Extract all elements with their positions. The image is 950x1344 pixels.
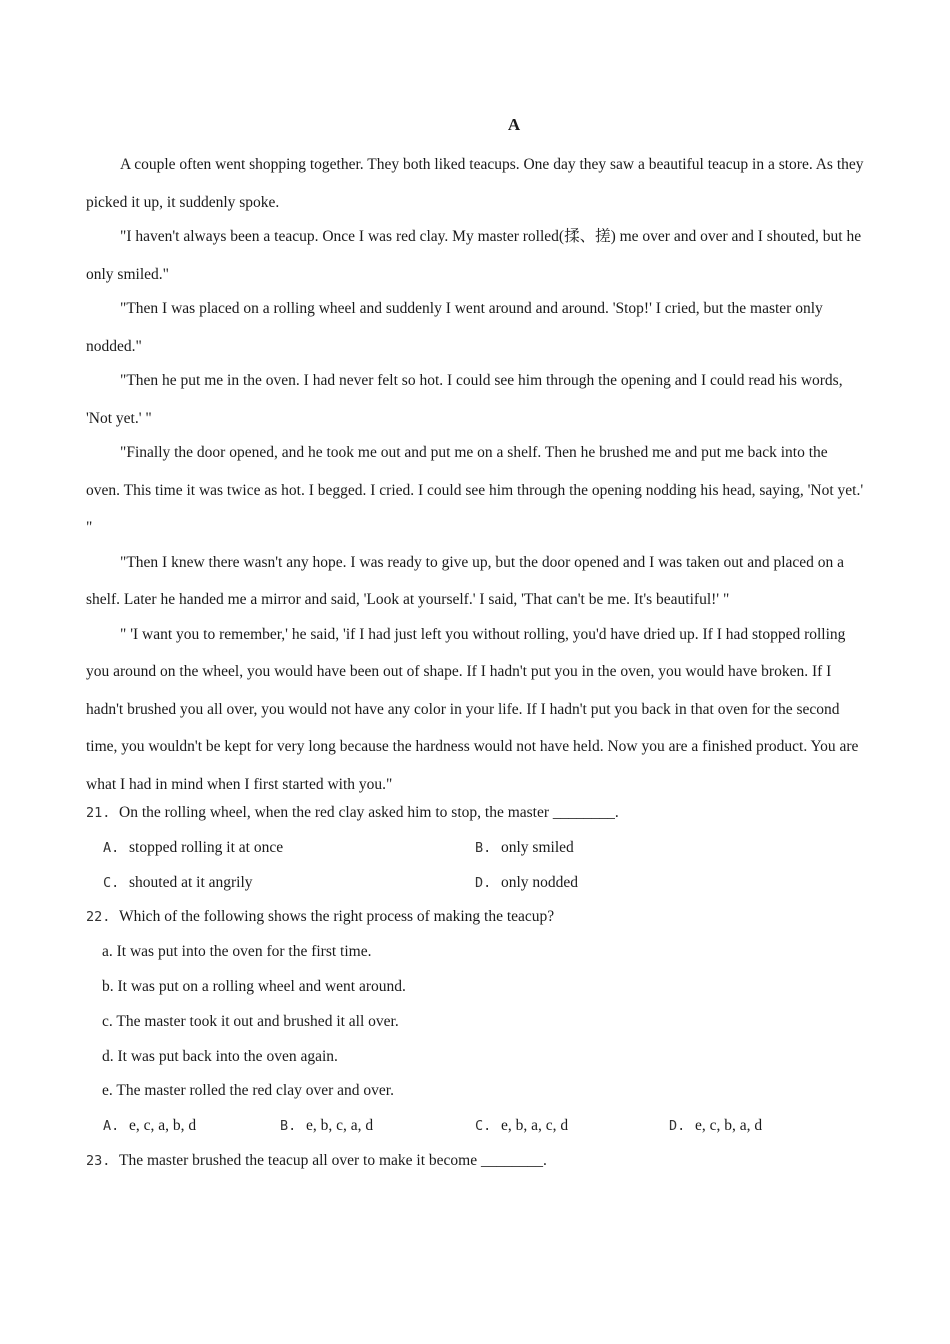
option-d[interactable] bbox=[669, 1112, 762, 1140]
question-stem: On the rolling wheel, when the red clay asked him to stop, the master ________. bbox=[119, 804, 619, 821]
passage-paragraph: "Then I was placed on a rolling wheel and suddenly I went around and around. 'Stop!' I cried, but the master only nodded." bbox=[86, 300, 823, 355]
passage-paragraph: "Then he put me in the oven. I had never felt so hot. I could see him through the opening and I could read his words, 'Not yet.' " bbox=[86, 372, 843, 427]
reading-passage bbox=[86, 146, 864, 803]
passage-paragraph: "Finally the door opened, and he took me out and put me on a shelf. Then he brushed me and put me back into the oven. This time it was twice as hot. I begged. I cried. I could see him through the opening nodding his head, saying, 'Not yet.' " bbox=[86, 444, 864, 536]
option-letter: A. bbox=[103, 839, 120, 856]
question-number: 23. bbox=[86, 1152, 111, 1169]
option-text: only nodded bbox=[501, 873, 579, 891]
option-c[interactable] bbox=[475, 1112, 568, 1140]
process-step: c. The master took it out and brushed it all over. bbox=[102, 1012, 399, 1030]
option-d[interactable] bbox=[475, 869, 578, 897]
option-text: stopped rolling it at once bbox=[129, 838, 284, 856]
option-row bbox=[86, 834, 864, 869]
option-letter: A. bbox=[103, 1118, 120, 1135]
question-stem: The master brushed the teacup all over to make it become ________. bbox=[119, 1151, 547, 1169]
passage-paragraph: "Then I knew there wasn't any hope. I was ready to give up, but the door opened and I was taken out and placed on a shelf. Later he handed me a mirror and said, 'Look at yourself.' I said, 'That can't be me. It's beautiful!' " bbox=[86, 553, 845, 608]
option-text: e, c, a, b, d bbox=[129, 1117, 197, 1135]
option-letter: D. bbox=[475, 874, 492, 891]
section-title: A bbox=[507, 115, 521, 134]
question-23 bbox=[86, 1147, 864, 1182]
process-step: e. The master rolled the red clay over and over. bbox=[102, 1082, 394, 1100]
option-letter: D. bbox=[669, 1118, 686, 1135]
option-letter: C. bbox=[475, 1118, 492, 1135]
option-letter: B. bbox=[475, 839, 492, 856]
question-number: 21. bbox=[86, 805, 111, 821]
option-b[interactable] bbox=[280, 1112, 373, 1140]
option-text: e, c, b, a, d bbox=[695, 1117, 763, 1135]
option-c[interactable] bbox=[103, 869, 253, 897]
question-list bbox=[86, 799, 864, 1182]
process-step: b. It was put on a rolling wheel and went around. bbox=[102, 977, 406, 995]
option-text: e, b, c, a, d bbox=[306, 1117, 374, 1135]
option-row bbox=[86, 869, 864, 904]
process-step: d. It was put back into the oven again. bbox=[102, 1047, 338, 1065]
passage-paragraph: A couple often went shopping together. They both liked teacups. One day they saw a beautiful teacup in a store. As they picked it up, it suddenly spoke. bbox=[86, 156, 864, 211]
question-22 bbox=[86, 903, 864, 938]
passage-paragraph: " 'I want you to remember,' he said, 'if I had just left you without rolling, you'd have dried up. If I had stopped rolling you around on the wheel, you would have been out of shape. If I hadn't put you in the oven, you would have broken. If I hadn't brushed you all over, you would not have any color in your life. If I hadn't put you back in that oven for the second time, you wouldn't be kept for very long because the hardness would not have held. Now you are a finished product. You are what I had in mind when I first started with you." bbox=[86, 625, 859, 793]
passage-paragraph: "I haven't always been a teacup. Once I was red clay. My master rolled(揉、搓) me over and over and I shouted, but he only smiled." bbox=[86, 228, 862, 283]
process-step: a. It was put into the oven for the first time. bbox=[102, 943, 372, 961]
option-text: only smiled bbox=[501, 838, 574, 856]
question-stem: Which of the following shows the right process of making the teacup? bbox=[119, 908, 555, 926]
option-letter: B. bbox=[280, 1118, 297, 1135]
question-number: 22. bbox=[86, 909, 111, 926]
option-a[interactable] bbox=[103, 1112, 196, 1140]
option-text: shouted at it angrily bbox=[129, 873, 253, 891]
option-b[interactable] bbox=[475, 834, 574, 862]
option-letter: C. bbox=[103, 874, 120, 891]
option-a[interactable] bbox=[103, 834, 283, 862]
option-row bbox=[86, 1112, 864, 1147]
question-21 bbox=[86, 799, 864, 834]
option-text: e, b, a, c, d bbox=[501, 1117, 569, 1135]
